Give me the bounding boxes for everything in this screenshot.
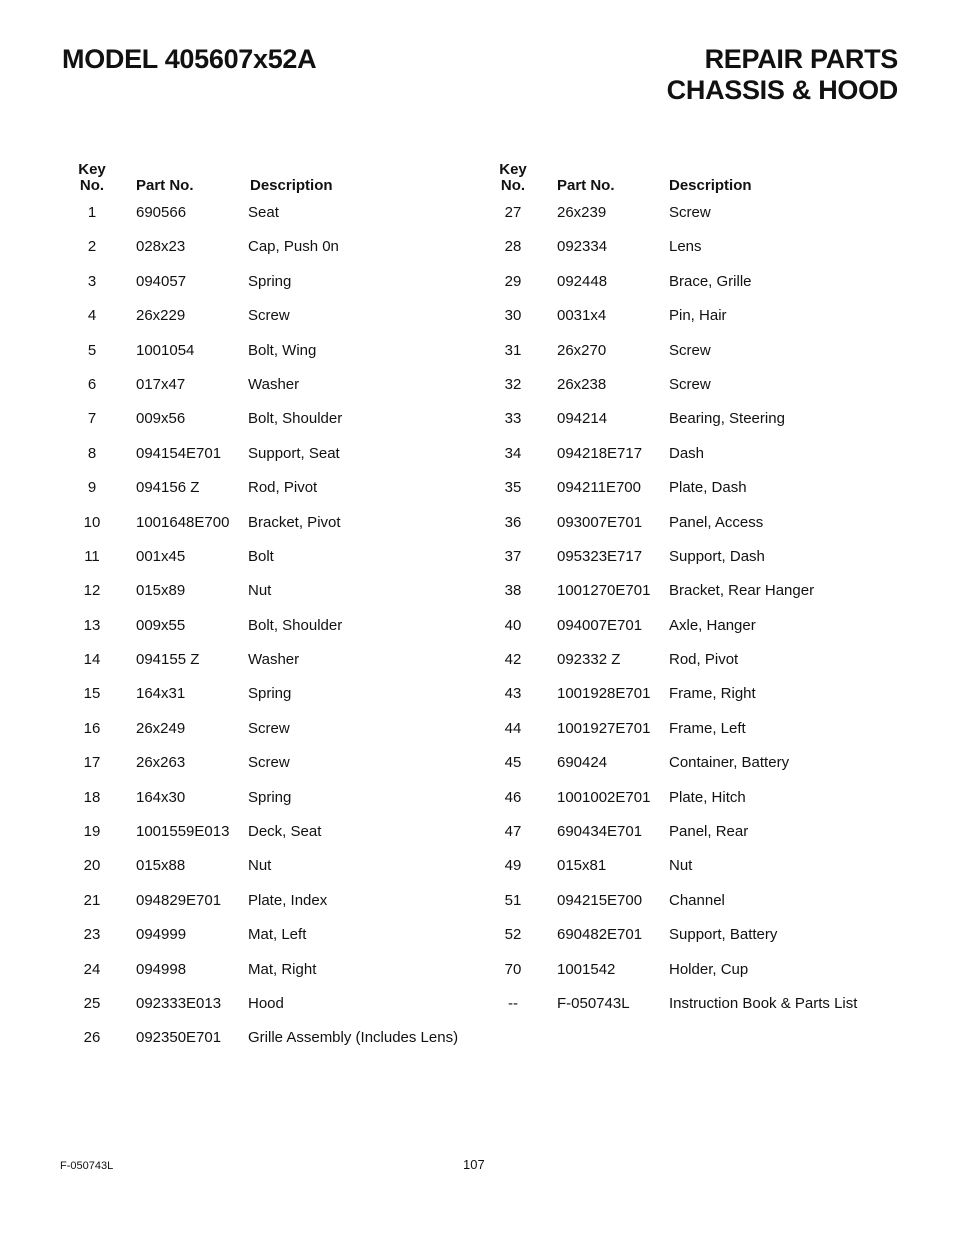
part-no-cell: 094998: [136, 960, 187, 978]
key-no-cell: 45: [504, 754, 522, 772]
part-no-cell: 26x229: [136, 307, 186, 325]
key-no-cell: 43: [504, 685, 522, 703]
table-row: [483, 987, 903, 1021]
key-no-cell: 21: [83, 891, 101, 909]
description-cell: Grille Assembly (Includes Lens): [248, 1029, 459, 1047]
part-no-cell: 009x55: [136, 616, 186, 634]
description-cell: Support, Dash: [669, 547, 765, 565]
part-no-cell: 1001270E701: [557, 582, 651, 600]
table-row: [483, 643, 903, 677]
key-no-cell: 35: [504, 479, 522, 497]
description-cell: Frame, Left: [669, 719, 746, 737]
table-row: [62, 299, 482, 333]
description-cell: Bolt: [248, 547, 274, 565]
description-cell: Bearing, Steering: [669, 410, 785, 428]
part-no-cell: 001x45: [136, 547, 186, 565]
part-no-cell: 26x263: [136, 754, 186, 772]
key-no-cell: 27: [504, 204, 522, 221]
description-cell: Spring: [248, 788, 292, 806]
description-cell: Washer: [248, 651, 300, 669]
description-cell: Screw: [669, 341, 711, 359]
description-cell: Dash: [669, 444, 705, 462]
table-row: [62, 540, 482, 574]
table-row: [62, 471, 482, 505]
part-no-cell: 26x270: [557, 341, 607, 359]
table-row: [62, 815, 482, 849]
key-no-cell: 3: [87, 272, 97, 290]
key-no-cell: 11: [84, 547, 100, 565]
part-no-cell: 094829E701: [136, 891, 222, 909]
description-cell: Nut: [248, 582, 272, 600]
table-row: [62, 574, 482, 608]
description-cell: Washer: [248, 375, 300, 393]
part-no-cell: 017x47: [136, 375, 186, 393]
description-cell: Mat, Left: [248, 926, 307, 944]
table-row: [483, 746, 903, 780]
key-no-cell: 2: [87, 238, 97, 256]
description-cell: Plate, Index: [248, 891, 328, 909]
description-cell: Screw: [248, 754, 290, 772]
key-no-cell: 42: [504, 651, 522, 669]
description-cell: Support, Seat: [248, 444, 340, 462]
part-no-cell: 015x89: [136, 582, 186, 600]
key-no-cell: 38: [504, 582, 522, 600]
key-no-cell: 37: [504, 547, 522, 565]
description-cell: Screw: [248, 719, 290, 737]
table-row: [62, 265, 482, 299]
key-no-cell: 49: [504, 857, 522, 875]
table-row: [62, 402, 482, 436]
part-no-cell: 690566: [136, 204, 187, 221]
description-cell: Hood: [248, 994, 284, 1012]
table-row: [62, 677, 482, 711]
table-row: [62, 884, 482, 918]
description-cell: Pin, Hair: [669, 307, 727, 325]
description-cell: Deck, Seat: [248, 823, 322, 841]
part-no-cell: 690434E701: [557, 823, 643, 841]
part-no-cell: 094155 Z: [136, 651, 200, 669]
table-row: [483, 230, 903, 264]
description-cell: Axle, Hanger: [669, 616, 756, 634]
key-no-cell: 19: [83, 823, 101, 841]
section-title-line2: CHASSIS & HOOD: [666, 75, 898, 105]
part-no-cell: 094211E700: [557, 479, 641, 497]
table-row: [62, 643, 482, 677]
part-no-cell: 092332 Z: [557, 651, 621, 669]
part-no-cell: 092448: [557, 272, 608, 290]
description-cell: Plate, Dash: [669, 479, 747, 497]
section-title: [667, 44, 898, 106]
table-row: [483, 540, 903, 574]
description-header: Description: [250, 177, 333, 194]
key-no-cell: 6: [87, 375, 97, 393]
description-cell: Support, Battery: [669, 926, 778, 944]
table-row: [483, 299, 903, 333]
description-cell: Channel: [669, 891, 725, 909]
key-no-cell: 51: [504, 891, 522, 909]
key-no-header: Key No.: [78, 161, 106, 194]
part-no-cell: 0031x4: [557, 307, 607, 325]
table-row: [483, 712, 903, 746]
description-cell: Mat, Right: [248, 960, 317, 978]
table-row: [483, 781, 903, 815]
description-cell: Screw: [669, 204, 711, 221]
key-no-cell: 70: [504, 960, 522, 978]
section-title-line1: REPAIR PARTS: [704, 44, 898, 74]
description-cell: Bolt, Wing: [248, 341, 317, 359]
key-no-cell: 7: [87, 410, 97, 428]
part-no-cell: 164x30: [136, 788, 186, 806]
description-cell: Lens: [669, 238, 702, 256]
part-no-cell: 164x31: [136, 685, 186, 703]
key-no-cell: 24: [83, 960, 101, 978]
key-no-cell: 20: [83, 857, 101, 875]
table-row: [483, 334, 903, 368]
key-no-cell: 52: [504, 926, 522, 944]
table-row: [483, 196, 903, 230]
parts-table-right: [483, 162, 903, 1021]
table-row: [483, 437, 903, 471]
table-row: [483, 884, 903, 918]
part-no-header: Part No.: [557, 177, 615, 194]
part-no-cell: 094156 Z: [136, 479, 200, 497]
key-no-cell: 36: [504, 513, 522, 531]
table-row: [62, 196, 482, 230]
key-no-cell: 40: [504, 616, 522, 634]
page-number: 107: [463, 1157, 485, 1172]
description-cell: Nut: [669, 857, 693, 875]
part-no-cell: 094007E701: [557, 616, 643, 634]
key-no-cell: 10: [83, 513, 101, 531]
key-no-cell: 29: [504, 272, 522, 290]
key-no-cell: 44: [504, 719, 522, 737]
table-row: [483, 815, 903, 849]
part-no-cell: 26x238: [557, 375, 607, 393]
table-row: [483, 609, 903, 643]
model-title: MODEL 405607x52A: [62, 44, 317, 74]
part-no-cell: 1001927E701: [557, 719, 651, 737]
part-no-cell: 1001002E701: [557, 788, 651, 806]
table-row: [62, 953, 482, 987]
part-no-cell: 094999: [136, 926, 187, 944]
table-header: [62, 162, 482, 196]
parts-table-left: [62, 162, 482, 1056]
description-cell: Screw: [669, 375, 711, 393]
part-no-cell: 1001648E700: [136, 513, 230, 531]
table-row: [62, 506, 482, 540]
key-no-cell: 8: [87, 444, 97, 462]
table-row: [483, 918, 903, 952]
description-cell: Frame, Right: [669, 685, 756, 703]
part-no-cell: 094154E701: [136, 444, 222, 462]
description-cell: Holder, Cup: [669, 960, 749, 978]
description-cell: Screw: [248, 307, 290, 325]
part-no-cell: 094218E717: [557, 444, 643, 462]
part-no-cell: 094215E700: [557, 891, 643, 909]
table-row: [483, 506, 903, 540]
description-cell: Panel, Access: [669, 513, 764, 531]
description-cell: Instruction Book & Parts List: [669, 994, 858, 1012]
description-cell: Bolt, Shoulder: [248, 616, 343, 634]
table-row: [483, 953, 903, 987]
description-cell: Plate, Hitch: [669, 788, 746, 806]
part-no-cell: 26x239: [557, 204, 607, 221]
table-row: [483, 265, 903, 299]
document-id: F-050743L: [60, 1160, 114, 1172]
part-no-cell: 094057: [136, 272, 187, 290]
part-no-cell: 094214: [557, 410, 608, 428]
part-no-cell: 092350E701: [136, 1029, 222, 1047]
key-no-cell: 30: [504, 307, 522, 325]
key-no-cell: 5: [87, 341, 97, 359]
table-row: [62, 712, 482, 746]
description-cell: Panel, Rear: [669, 823, 749, 841]
key-no-cell: 16: [83, 719, 101, 737]
table-header: [483, 162, 903, 196]
part-no-cell: 093007E701: [557, 513, 643, 531]
description-cell: Spring: [248, 272, 292, 290]
key-no-header: Key No.: [499, 161, 527, 194]
part-no-cell: F-050743L: [557, 994, 630, 1012]
table-row: [62, 918, 482, 952]
key-no-cell: --: [508, 994, 518, 1012]
part-no-cell: 1001928E701: [557, 685, 651, 703]
key-no-cell: 25: [83, 994, 101, 1012]
key-no-cell: 18: [83, 788, 101, 806]
description-cell: Spring: [248, 685, 292, 703]
key-no-cell: 13: [83, 616, 101, 634]
part-no-cell: 095323E717: [557, 547, 643, 565]
key-no-cell: 14: [83, 651, 101, 669]
key-no-cell: 34: [504, 444, 522, 462]
part-no-cell: 1001559E013: [136, 823, 230, 841]
table-row: [62, 437, 482, 471]
key-no-cell: 32: [504, 375, 522, 393]
description-cell: Seat: [248, 204, 279, 221]
description-cell: Rod, Pivot: [669, 651, 739, 669]
part-no-cell: 015x81: [557, 857, 607, 875]
description-cell: Bracket, Pivot: [248, 513, 341, 531]
key-no-cell: 33: [504, 410, 522, 428]
key-no-cell: 4: [87, 307, 97, 325]
description-cell: Rod, Pivot: [248, 479, 318, 497]
part-no-cell: 028x23: [136, 238, 186, 256]
key-no-cell: 46: [504, 788, 522, 806]
table-row: [62, 746, 482, 780]
table-row: [483, 849, 903, 883]
part-no-header: Part No.: [136, 177, 194, 194]
table-row: [62, 781, 482, 815]
table-row: [62, 334, 482, 368]
table-row: [62, 368, 482, 402]
table-row: [62, 609, 482, 643]
key-no-cell: 9: [87, 479, 97, 497]
part-no-cell: 690424: [557, 754, 608, 772]
description-cell: Nut: [248, 857, 272, 875]
key-no-cell: 26: [83, 1029, 101, 1047]
part-no-cell: 092334: [557, 238, 608, 256]
table-row: [483, 574, 903, 608]
description-header: Description: [669, 177, 752, 194]
rows-left: [62, 196, 482, 1056]
key-no-cell: 12: [83, 582, 101, 600]
table-row: [62, 230, 482, 264]
table-row: [483, 368, 903, 402]
key-no-cell: 15: [83, 685, 101, 703]
key-no-cell: 1: [87, 204, 97, 221]
description-cell: Brace, Grille: [669, 272, 752, 290]
table-row: [483, 677, 903, 711]
part-no-cell: 1001054: [136, 341, 195, 359]
part-no-cell: 092333E013: [136, 994, 222, 1012]
table-row: [62, 1021, 482, 1055]
table-row: [62, 987, 482, 1021]
part-no-cell: 1001542: [557, 960, 616, 978]
rows-right: [483, 196, 903, 1021]
key-no-cell: 28: [504, 238, 522, 256]
description-cell: Bolt, Shoulder: [248, 410, 343, 428]
part-no-cell: 690482E701: [557, 926, 643, 944]
table-row: [62, 849, 482, 883]
part-no-cell: 015x88: [136, 857, 186, 875]
part-no-cell: 26x249: [136, 719, 186, 737]
part-no-cell: 009x56: [136, 410, 186, 428]
key-no-cell: 31: [504, 341, 522, 359]
table-row: [483, 471, 903, 505]
description-cell: Cap, Push 0n: [248, 238, 339, 256]
key-no-cell: 47: [504, 823, 522, 841]
key-no-cell: 23: [83, 926, 101, 944]
key-no-cell: 17: [83, 754, 101, 772]
description-cell: Bracket, Rear Hanger: [669, 582, 815, 600]
description-cell: Container, Battery: [669, 754, 790, 772]
table-row: [483, 402, 903, 436]
